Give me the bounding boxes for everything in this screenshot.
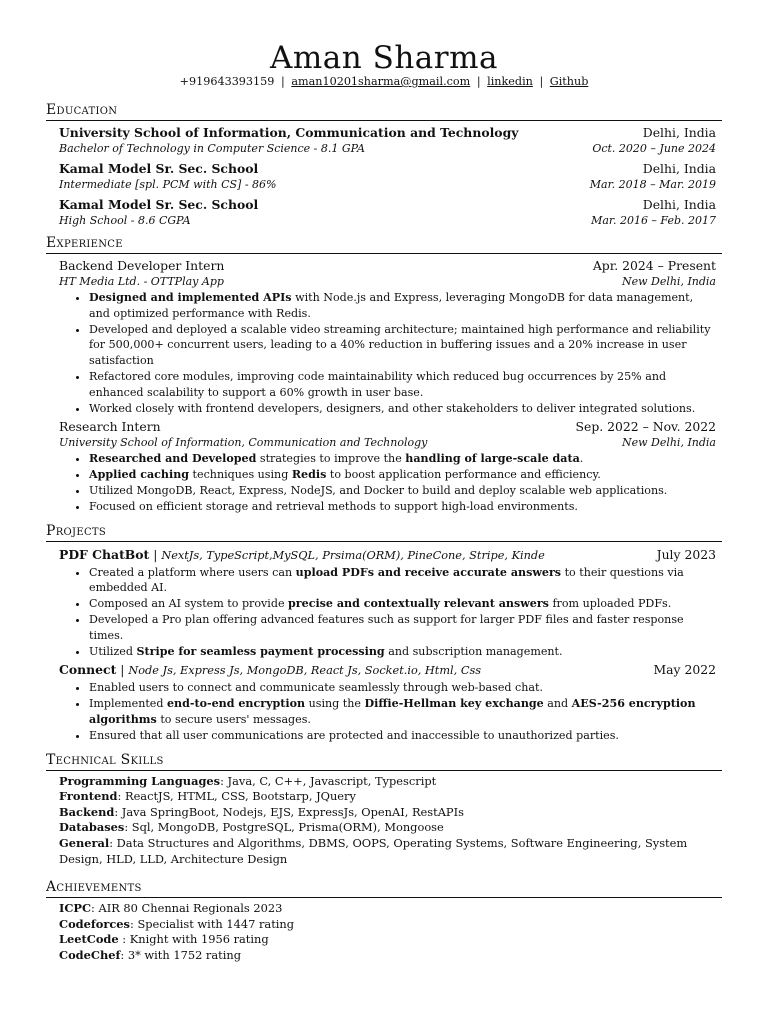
achievement-row: ICPC: AIR 80 Chennai Regionals 2023 (59, 901, 283, 916)
project-entry: PDF ChatBot | NextJs, TypeScript,MySQL, Prsima(ORM), PineCone, Stripe, Kinde July 2023 • Created a platform where users can upload PDFs and receive accurate answers to their questions via embedded AI. • Composed an AI system to provide precise and contextually relevant answers from uploaded PDFs. • Developed a Pro plan offering advanced features such as support for larger PDF files and faster response times. • Utilized Stripe for seamless payment processing and subscription management. (59, 546, 716, 660)
skill-row: General: Data Structures and Algorithms, DBMS, OOPS, Operating Systems, Software Engineering, System Design, HLD, LLD, Architecture Design (59, 835, 688, 866)
school-location: Delhi, India (642, 161, 716, 176)
school-name: Kamal Model Sr. Sec. School (59, 197, 259, 212)
project-bullets (59, 565, 716, 660)
list-item: • Composed an AI system to provide precise and contextually relevant answers from uploaded PDFs. (89, 596, 716, 612)
education-dates: Oct. 2020 – June 2024 (592, 142, 716, 155)
job-dates: Sep. 2022 – Nov. 2022 (575, 419, 716, 435)
experience-heading: Experience (46, 235, 722, 254)
job-bullets (59, 451, 716, 514)
list-item: • Utilized Stripe for seamless payment processing and subscription management. (89, 644, 716, 660)
job-role: Research Intern (59, 419, 161, 435)
job-bullets (59, 290, 716, 416)
education-section (46, 124, 722, 229)
degree: Intermediate [spl. PCM with CS] - 86% (59, 178, 277, 191)
projects-section (46, 546, 722, 744)
project-tech: Node Js, Express Js, MongoDB, React Js, Socket.io, Html, Css (128, 664, 482, 678)
school-location: Delhi, India (642, 197, 716, 212)
skill-row: Frontend: ReactJS, HTML, CSS, Bootstarp, JQuery (59, 789, 356, 804)
list-item: • Utilized MongoDB, React, Express, NodeJS, and Docker to build and deploy scalable web applications. (89, 483, 716, 499)
list-item: • Developed a Pro plan offering advanced features such as support for larger PDF files and faster response times. (89, 612, 716, 644)
school-name: Kamal Model Sr. Sec. School (59, 161, 259, 176)
project-name: PDF ChatBot (59, 546, 150, 562)
project-date: July 2023 (656, 546, 716, 562)
degree: Bachelor of Technology in Computer Science - 8.1 GPA (59, 142, 366, 155)
education-dates: Mar. 2018 – Mar. 2019 (589, 178, 716, 191)
list-item: • Worked closely with frontend developers, designers, and other stakeholders to deliver integrated solutions. (89, 401, 716, 417)
achievement-row: CodeChef: 3* with 1752 rating (59, 947, 242, 962)
list-item: • Developed and deployed a scalable video streaming architecture; maintained high performance and reliability for 500,000+ concurrent users, leading to a 40% reduction in buffering issues and a 20% increase in user satisfaction (89, 322, 716, 369)
skills-section (46, 774, 722, 868)
list-item: • Enabled users to connect and communicate seamlessly through web-based chat. (89, 680, 716, 696)
separator: | (539, 75, 544, 88)
list-item: • Designed and implemented APIs with Node.js and Express, leveraging MongoDB for data management, and optimized performance with Redis. (89, 290, 716, 322)
education-entry (59, 196, 716, 229)
achievement-row: LeetCode : Knight with 1956 rating (59, 932, 269, 947)
list-item: • Focused on efficient storage and retrieval methods to support high-load environments. (89, 499, 716, 515)
skill-row: Databases: Sql, MongoDB, PostgreSQL, Prisma(ORM), Mongoose (59, 820, 444, 835)
separator: | (476, 75, 481, 88)
job-entry (59, 418, 716, 514)
education-entry (59, 124, 716, 157)
projects-heading: Projects (46, 523, 722, 542)
project-tech: NextJs, TypeScript,MySQL, Prsima(ORM), PineCone, Stripe, Kinde (161, 548, 545, 562)
project-entry: Connect | Node Js, Express Js, MongoDB, React Js, Socket.io, Html, Css May 2022 • Enabled users to connect and communicate seamlessly through web-based chat. • Implemented end-to-end encryption using the Diffie-Hellman key exchange and AES-256 encryption algorithms to secure users' messages. • Ensured that all user communications are protected and inaccessible to unauthorized parties. (59, 661, 716, 743)
list-item: • Applied caching techniques using Redis to boost application performance and efficiency. (89, 467, 716, 483)
company-name: HT Media Ltd. - OTTPlay App (59, 275, 224, 288)
linkedin-link[interactable]: linkedin (487, 75, 533, 88)
achievements-section (46, 901, 722, 963)
degree: High School - 8.6 CGPA (59, 214, 191, 227)
education-heading: Education (46, 102, 722, 121)
company-name: University School of Information, Communication and Technology (59, 436, 428, 450)
github-link[interactable]: Github (549, 75, 589, 88)
email-link[interactable]: aman10201sharma@gmail.com (291, 75, 471, 88)
school-location: Delhi, India (642, 125, 716, 140)
list-item: • Refactored core modules, improving code maintainability which reduced bug occurrences by 25% and enhanced scalability to support a 60% growth in user base. (89, 369, 716, 401)
list-item: • Researched and Developed strategies to improve the handling of large-scale data. (89, 451, 716, 467)
skills-heading: Technical Skills (46, 752, 722, 771)
experience-section (46, 257, 722, 515)
school-name: University School of Information, Communication and Technology (59, 125, 519, 140)
candidate-name: Aman Sharma (270, 40, 498, 76)
skill-row: Programming Languages: Java, C, C++, Javascript, Typescript (59, 773, 437, 788)
education-dates: Mar. 2016 – Feb. 2017 (591, 214, 716, 227)
list-item: • Ensured that all user communications are protected and inaccessible to unauthorized parties. (89, 728, 716, 744)
resume-page (46, 40, 722, 963)
phone-number: +919643393159 (179, 75, 275, 88)
job-entry (59, 257, 716, 416)
achievements-heading: Achievements (46, 879, 722, 898)
project-date: May 2022 (653, 662, 716, 678)
contact-line (46, 74, 722, 90)
job-dates: Apr. 2024 – Present (592, 258, 716, 273)
achievement-row: Codeforces: Specialist with 1447 rating (59, 916, 295, 931)
separator: | (280, 75, 285, 88)
skill-row: Backend: Java SpringBoot, Nodejs, EJS, ExpressJs, OpenAI, RestAPIs (59, 804, 464, 819)
job-role: Backend Developer Intern (59, 258, 225, 273)
project-bullets (59, 680, 716, 743)
project-name: Connect (59, 662, 117, 678)
list-item: • Implemented end-to-end encryption using the Diffie-Hellman key exchange and AES-256 encryption algorithms to secure users' messages. (89, 696, 716, 728)
list-item: • Created a platform where users can upload PDFs and receive accurate answers to their questions via embedded AI. (89, 565, 716, 597)
job-location: New Delhi, India (621, 436, 716, 450)
job-location: New Delhi, India (621, 275, 716, 288)
education-entry (59, 160, 716, 193)
